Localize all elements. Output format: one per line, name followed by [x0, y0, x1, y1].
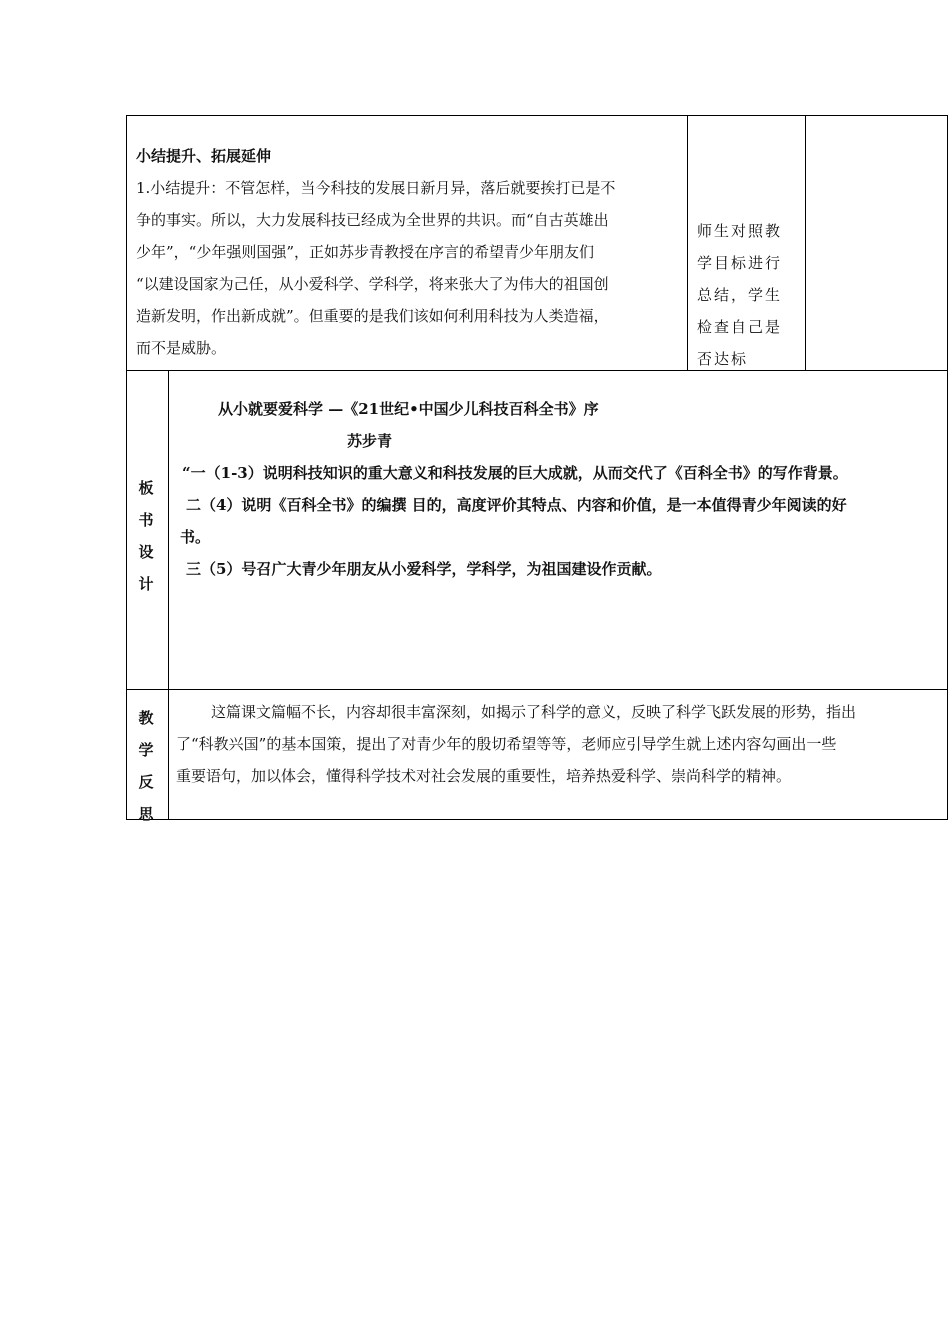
label-char: 板 [138, 479, 154, 497]
label-char: 计 [138, 575, 154, 593]
label-column-divider [168, 370, 169, 820]
side-note-line: 检查自己是 [697, 318, 783, 336]
summary-line: 1.小结提升：不管怎样，当今科技的发展日新月异，落后就要挨打已是不 [136, 179, 616, 197]
label-char: 学 [138, 741, 154, 759]
summary-line: 少年”，“少年强则国强”，正如苏步青教授在序言的希望青少年朋友们 [136, 243, 595, 261]
side-note-line: 学目标进行 [697, 254, 783, 272]
summary-text [136, 172, 682, 364]
label-char: 反 [138, 773, 154, 791]
board-point-2: 二（4）说明《百科全书》的编撰 目的，高度评价其特点、内容和价值，是一本值得青少年阅读的好 [186, 496, 847, 514]
table-divider-2 [126, 689, 948, 690]
summary-line: 而不是威胁。 [136, 339, 227, 357]
summary-side-note [697, 215, 801, 375]
board-point-3: 三（5）号召广大青少年朋友从小爱科学，学科学，为祖国建设作贡献。 [186, 560, 662, 578]
label-char: 设 [138, 543, 154, 561]
board-design-label [126, 472, 166, 600]
board-point-2-cont: 书。 [180, 528, 211, 546]
table-divider-1 [126, 370, 948, 371]
summary-column-divider-2 [805, 115, 806, 371]
table-border-right [947, 115, 948, 820]
board-author: 苏步青 [347, 432, 393, 450]
board-title: 从小就要爱科学 —《21世纪•中国少儿科技百科全书》序 [218, 400, 599, 418]
summary-line: “以建设国家为己任，从小爱科学、学科学，将来张大了为伟大的祖国创 [136, 275, 609, 293]
label-char: 教 [138, 709, 154, 727]
board-point-1: “一（1-3）说明科技知识的重大意义和科技发展的巨大成就，从而交代了《百科全书》的写作背景。 [182, 464, 848, 482]
summary-line: 造新发明，作出新成就”。但重要的是我们该如何利用科技为人类造福， [136, 307, 609, 325]
side-note-line: 师生对照教 [697, 222, 783, 240]
side-note-line: 否达标 [697, 350, 749, 368]
summary-heading: 小结提升、拓展延伸 [136, 147, 272, 165]
reflection-line: 了“科教兴国”的基本国策，提出了对青少年的殷切希望等等，老师应引导学生就上述内容勾画出一些 [176, 735, 837, 753]
label-char: 书 [138, 511, 154, 529]
summary-line: 争的事实。所以，大力发展科技已经成为全世界的共识。而“自古英雄出 [136, 211, 609, 229]
table-border-top [126, 115, 948, 116]
reflection-line: 这篇课文篇幅不长，内容却很丰富深刻，如揭示了科学的意义，反映了科学飞跃发展的形势，指出 [211, 703, 857, 721]
side-note-line: 总结，学生 [697, 286, 783, 304]
summary-column-divider-1 [687, 115, 688, 371]
reflection-line: 重要语句，加以体会，懂得科学技术对社会发展的重要性，培养热爱科学、崇尚科学的精神。 [176, 767, 792, 785]
reflection-label [126, 702, 166, 830]
label-char: 思 [138, 805, 154, 823]
table-border-bottom [126, 819, 948, 820]
